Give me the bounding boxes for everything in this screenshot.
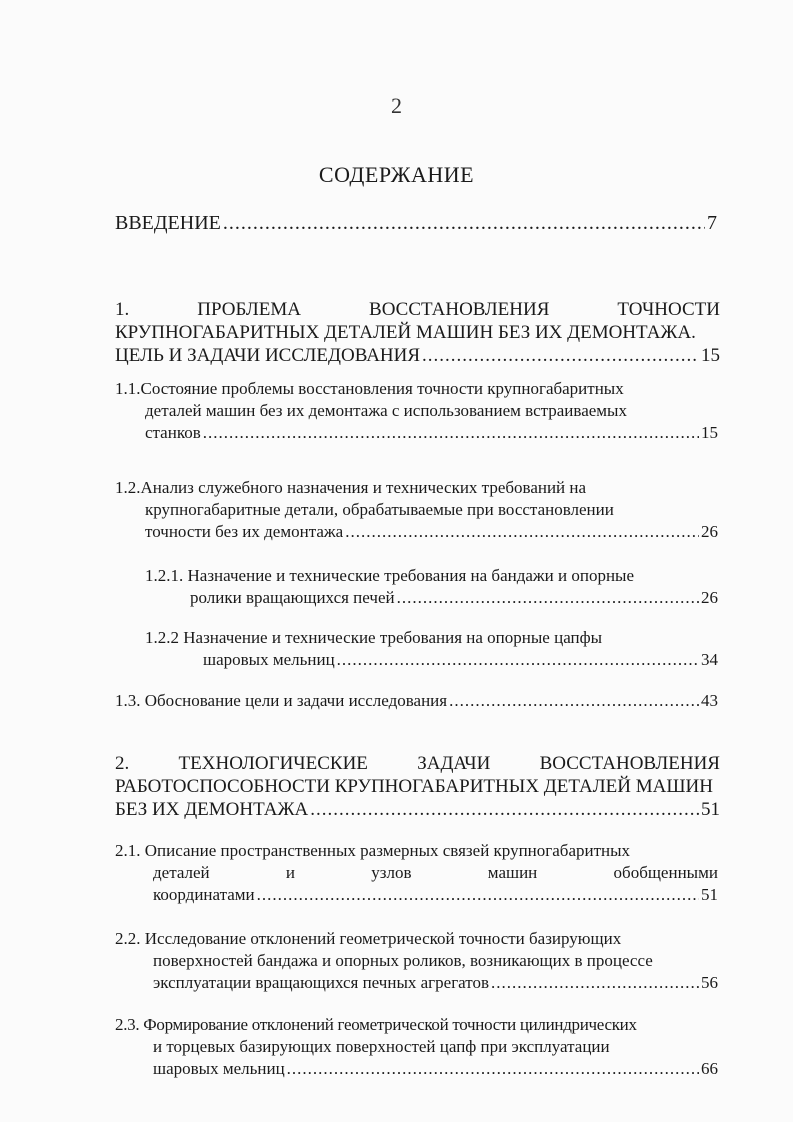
- entry-page: 43: [701, 691, 718, 710]
- entry-word: ТЕХНОЛОГИЧЕСКИЕ: [178, 753, 368, 774]
- toc-entry-1-2-2[interactable]: [145, 627, 718, 671]
- entry-text: 1.2.2 Назначение и технические требования на опорные цапфы: [145, 628, 603, 647]
- entry-line: [115, 299, 720, 321]
- entry-text: КРУПНОГАБАРИТНЫХ ДЕТАЛЕЙ МАШИН БЕЗ ИХ ДЕМОНТАЖА.: [115, 322, 696, 343]
- entry-page: 7: [707, 212, 717, 234]
- entry-page: 51: [701, 799, 720, 820]
- toc-entry-2-1[interactable]: [115, 840, 718, 906]
- entry-page: 26: [701, 588, 718, 607]
- entry-word: обобщенными: [613, 863, 718, 882]
- entry-word: и: [285, 863, 296, 882]
- leader-dots: [422, 345, 699, 367]
- entry-text: точности без их демонтажа: [145, 522, 344, 541]
- entry-page: 51: [701, 885, 718, 904]
- entry-text: БЕЗ ИХ ДЕМОНТАЖА: [115, 799, 309, 820]
- leader-dots: [203, 422, 699, 444]
- toc-entry-2-3[interactable]: [115, 1014, 718, 1080]
- entry-text: крупногабаритные детали, обрабатываемые при восстановлении: [145, 500, 614, 519]
- entry-page: 15: [701, 345, 720, 366]
- entry-text: станков: [145, 423, 201, 442]
- entry-word: узлов: [371, 863, 412, 882]
- toc-entry-chapter-1[interactable]: [115, 299, 720, 367]
- entry-text: ЦЕЛЬ И ЗАДАЧИ ИССЛЕДОВАНИЯ: [115, 345, 421, 366]
- entry-word: деталей: [153, 863, 210, 882]
- page-number: 2: [391, 93, 402, 118]
- leader-dots: [310, 799, 699, 821]
- entry-text: эксплуатации вращающихся печных агрегатов: [153, 973, 489, 992]
- toc-entry-intro[interactable]: [115, 212, 717, 235]
- toc-entry-chapter-2[interactable]: [115, 753, 720, 821]
- leader-dots: [337, 649, 699, 671]
- entry-text: 2.2. Исследование отклонений геометрической точности базирующих: [115, 929, 622, 948]
- toc-entry-1-1[interactable]: [115, 378, 718, 444]
- entry-word: 1.: [115, 299, 130, 320]
- entry-text: шаровых мельниц: [203, 650, 335, 669]
- entry-text: 1.2.Анализ служебного назначения и технических требований на: [115, 478, 587, 497]
- leader-dots: [449, 690, 699, 712]
- entry-text: 1.2.1. Назначение и технические требования на бандажи и опорные: [145, 566, 635, 585]
- entry-text: 2.3. Формирование отклонений геометрической точности цилиндрических: [115, 1015, 637, 1034]
- entry-text: ролики вращающихся печей: [190, 588, 395, 607]
- entry-word: ВОССТАНОВЛЕНИЯ: [539, 753, 720, 774]
- entry-text: деталей машин без их демонтажа с использованием встраиваемых: [145, 401, 627, 420]
- leader-dots: [223, 212, 705, 235]
- leader-dots: [257, 884, 699, 906]
- entry-label: ВВЕДЕНИЕ: [115, 212, 221, 234]
- entry-text: шаровых мельниц: [153, 1059, 285, 1078]
- entry-text: 2.1. Описание пространственных размерных связей крупногабаритных: [115, 841, 631, 860]
- entry-text: РАБОТОСПОСОБНОСТИ КРУПНОГАБАРИТНЫХ ДЕТАЛЕЙ МАШИН: [115, 776, 713, 797]
- toc-entry-1-3[interactable]: [115, 690, 718, 712]
- entry-word: ТОЧНОСТИ: [617, 299, 720, 320]
- toc-title: СОДЕРЖАНИЕ: [318, 162, 475, 187]
- entry-page: 56: [701, 973, 718, 992]
- entry-text: 1.3. Обоснование цели и задачи исследования: [115, 691, 448, 710]
- entry-word: машин: [487, 863, 538, 882]
- leader-dots: [287, 1058, 699, 1080]
- entry-text: 1.1.Состояние проблемы восстановления точности крупногабаритных: [115, 379, 624, 398]
- entry-word: ВОССТАНОВЛЕНИЯ: [369, 299, 550, 320]
- entry-page: 34: [701, 650, 718, 669]
- entry-text: и торцевых базирующих поверхностей цапф при эксплуатации: [153, 1037, 610, 1056]
- entry-text: координатами: [153, 885, 255, 904]
- entry-page: 15: [701, 423, 718, 442]
- entry-word: ЗАДАЧИ: [417, 753, 491, 774]
- entry-page: 26: [701, 522, 718, 541]
- leader-dots: [397, 587, 699, 609]
- toc-entry-2-2[interactable]: [115, 928, 718, 994]
- toc-entry-1-2[interactable]: [115, 477, 718, 543]
- leader-dots: [491, 972, 699, 994]
- leader-dots: [345, 521, 699, 543]
- entry-text: поверхностей бандажа и опорных роликов, возникающих в процессе: [153, 951, 653, 970]
- toc-entry-1-2-1[interactable]: [145, 565, 718, 609]
- entry-word: ПРОБЛЕМА: [197, 299, 302, 320]
- entry-word: 2.: [115, 753, 130, 774]
- entry-page: 66: [701, 1059, 718, 1078]
